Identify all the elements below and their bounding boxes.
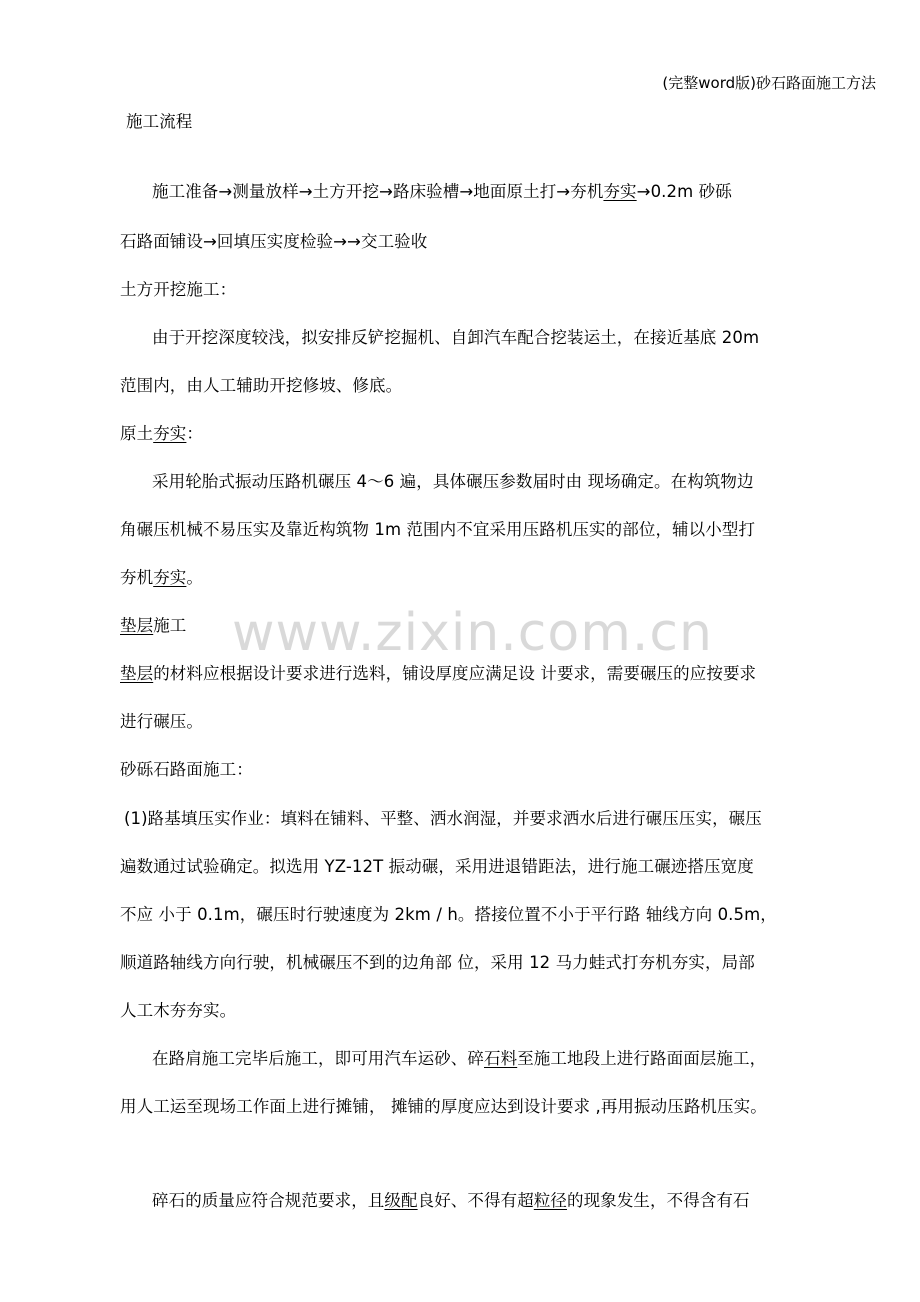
- paragraph-line: (1)路基填压实作业：填料在铺料、平整、洒水润湿，并要求洒水后进行碾压压实，碾压: [124, 809, 762, 828]
- paragraph-line: 施工准备→测量放样→土方开挖→路床验槽→地面原土打→夯机夯实→0.2m 砂砾: [152, 182, 732, 201]
- section-heading-excavation: 土方开挖施工：: [120, 280, 237, 299]
- paragraph-line: 由于开挖深度较浅，拟安排反铲挖掘机、自卸汽车配合挖装运土，在接近基底 20m: [152, 328, 760, 347]
- section-heading-gravel: 砂砾石路面施工：: [120, 760, 253, 779]
- paragraph-line: 采用轮胎式振动压路机碾压 4～6 遍，具体碾压参数届时由 现场确定。在构筑物边: [152, 472, 754, 491]
- section-heading-compaction: 原土夯实：: [120, 424, 204, 443]
- paragraph-line: 石路面铺设→回填压实度检验→→交工验收: [120, 232, 428, 251]
- section-heading-process: 施工流程: [126, 112, 193, 131]
- paragraph-line: 不应 小于 0.1m，碾压时行驶速度为 2km / h。搭接位置不小于平行路 轴线方向 0.5m，: [120, 905, 777, 924]
- paragraph-line: 顺道路轴线方向行驶，机械碾压不到的边角部 位，采用 12 马力蛙式打夯机夯实，局部: [120, 953, 755, 972]
- paragraph-line: 碎石的质量应符合规范要求，且级配良好、不得有超粒径的现象发生，不得含有石: [152, 1191, 750, 1210]
- paragraph-line: 夯机夯实。: [120, 568, 204, 587]
- paragraph-line: 垫层的材料应根据设计要求进行选料，铺设厚度应满足设 计要求，需要碾压的应按要求: [120, 664, 757, 683]
- paragraph-line: 角碾压机械不易压实及靠近构筑物 1m 范围内不宜采用压路机压实的部位，辅以小型打: [120, 520, 756, 539]
- paragraph-line: 人工木夯夯实。: [120, 1001, 237, 1020]
- document-header-title: (完整word版)砂石路面施工方法: [662, 74, 876, 92]
- section-heading-cushion: 垫层施工: [120, 616, 187, 635]
- paragraph-line: 用人工运至现场工作面上进行摊铺， 摊铺的厚度应达到设计要求 ,再用振动压路机压实。: [120, 1097, 767, 1116]
- paragraph-line: 进行碾压。: [120, 712, 203, 731]
- paragraph-line: 遍数通过试验确定。拟选用 YZ-12T 振动碾，采用进退错距法，进行施工碾迹搭压宽度: [120, 857, 754, 876]
- watermark: www.zixin.com.cn: [232, 603, 713, 663]
- paragraph-line: 范围内，由人工辅助开挖修坡、修底。: [120, 376, 403, 395]
- paragraph-line: 在路肩施工完毕后施工，即可用汽车运砂、碎石料至施工地段上进行路面面层施工，: [152, 1049, 767, 1068]
